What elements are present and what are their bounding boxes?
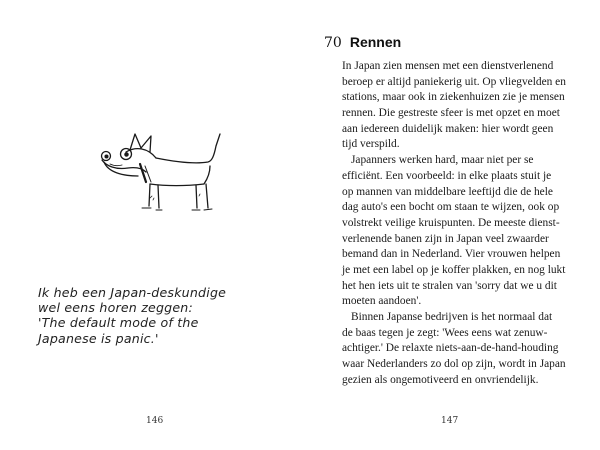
text-line: achtiger.' De relaxte niets-aan-de-hand-houding xyxy=(342,342,559,355)
text-line: verlenende banen zijn in Japan veel zwaarder xyxy=(342,232,549,245)
text-line: dag auto's een bocht om staan te wijzen, ook op xyxy=(342,201,560,214)
text-line: stations, maar ook in ziekenhuizen zie je mensen xyxy=(342,91,565,104)
page-number-left: 146 xyxy=(146,416,164,426)
chapter-title: Rennen xyxy=(349,34,402,50)
handwritten-line: Ik heb een Japan-deskundige xyxy=(38,285,227,300)
handwritten-line: 'The default mode of the xyxy=(38,315,199,331)
handwritten-line: Japanese is panic.' xyxy=(38,330,159,346)
text-line: beroep er altijd paniekerig uit. Op vliegvelden en xyxy=(342,75,566,88)
page-number-right: 147 xyxy=(441,416,459,426)
text-line: efficiënt. Een voorbeeld: in elke plaats stuit je xyxy=(342,169,552,182)
text-line: volstrekt veilige kruispunten. De meeste dienst- xyxy=(342,216,560,229)
text-line: op mannen van middelbare leeftijd die de hele xyxy=(342,185,553,198)
text-line: het hen iets uit te stralen van 'sorry dat we u dit xyxy=(342,279,557,292)
text-line: rennen. Die gestreste sfeer is met opzet en moet xyxy=(342,107,560,120)
text-line: moeten aandoen'. xyxy=(342,295,422,308)
text-line: gezien als ongemotiveerd en onvriendelijk. xyxy=(342,373,539,386)
text-line: waar Nederlanders zo dol op zijn, wordt in Japan xyxy=(342,358,566,371)
handwritten-note xyxy=(38,285,268,346)
text-line: tijd verspild. xyxy=(342,138,400,151)
chapter-heading xyxy=(324,34,401,52)
chapter-number: 70 xyxy=(324,35,342,51)
body-text xyxy=(342,59,570,388)
handwritten-line: wel eens horen zeggen: xyxy=(38,300,193,316)
text-line: bemand dan in Nederland. Vier vrouwen helpen xyxy=(342,248,561,261)
text-line: je met een label op je koffer plakken, en nog lukt xyxy=(342,263,566,276)
text-line: In Japan zien mensen met een dienstverlenend xyxy=(342,60,554,72)
dog-illustration xyxy=(96,128,228,214)
text-line: Binnen Japanse bedrijven is het normaal dat xyxy=(351,311,553,323)
text-line: de baas tegen je zegt: 'Wees eens wat zenuw- xyxy=(342,326,548,339)
text-line: aan iedereen duidelijk maken: hier wordt geen xyxy=(342,122,554,135)
text-line: Japanners werken hard, maar niet per se xyxy=(351,154,534,167)
